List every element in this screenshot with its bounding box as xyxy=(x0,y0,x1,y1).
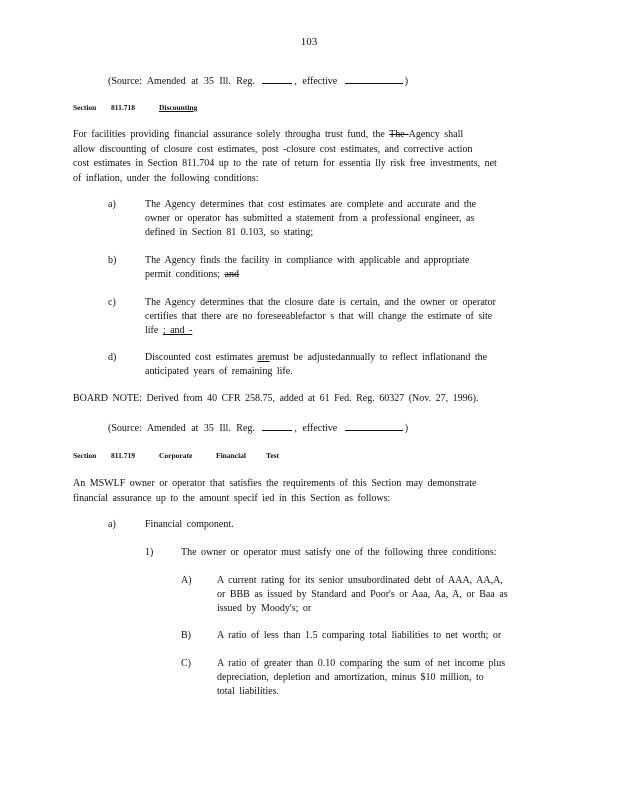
section-label: Section xyxy=(73,103,97,112)
effective-blank xyxy=(345,421,403,431)
page-number: 103 xyxy=(300,36,318,48)
section-title-word: Financial xyxy=(216,451,247,460)
subsection-title: Financial component. xyxy=(145,519,234,530)
inserted-text: ; and - xyxy=(162,325,193,337)
list-item: The Agency determines that the closure date is certain, and the owner or operator certifies that there are no foreseeablefactor s that will change the estimate of site life ; and - xyxy=(145,297,496,337)
source-note xyxy=(108,74,408,88)
section-label: Section xyxy=(73,451,97,460)
intro-line: cost estimates in Section 811.704 up to the rate of return for essentia lly risk free investments, net xyxy=(73,158,497,169)
section-title-word: Test xyxy=(266,451,280,460)
source-effective: effective xyxy=(302,76,338,87)
list-item: The Agency determines that cost estimates are complete and accurate and the owner or operator has submitted a statement from a professional engineer, as defined in Section 81 0.103, so stating; xyxy=(145,199,477,239)
list-item: The owner or operator must satisfy one of the following three conditions: xyxy=(181,547,497,558)
list-item: A ratio of greater than 0.10 comparing the sum of net income plus depreciation, depletion and amortization, minus $10 million, to total liabilities. xyxy=(217,658,506,698)
inserted-text: are xyxy=(257,352,270,363)
source-close: ) xyxy=(404,423,409,434)
section-heading xyxy=(73,103,273,113)
intro-line: of inflation, under the following conditions: xyxy=(73,172,259,184)
struck-text: The xyxy=(389,129,409,140)
section-heading xyxy=(73,451,313,461)
item-label: 1) xyxy=(145,547,154,558)
list-item: A current rating for its senior unsubordinated debt of AAA, AA,A, or BBB as issued by Standard and Poor's or Aaa, Aa, A, or Baa as issued by Moody's; or xyxy=(217,575,508,615)
struck-text: and xyxy=(224,269,239,281)
section-intro xyxy=(73,128,543,186)
item-label: b) xyxy=(108,255,117,266)
source-prefix: (Source: Amended at 35 Ill. Reg. xyxy=(108,76,255,87)
item-label: B) xyxy=(181,630,191,641)
source-comma: , xyxy=(294,423,297,434)
item-label: A) xyxy=(181,575,192,586)
section-title: Discounting xyxy=(159,103,198,112)
item-label: d) xyxy=(108,352,117,363)
source-close: ) xyxy=(404,76,409,87)
list-item: The Agency finds the facility in compliance with applicable and appropriate permit conditions; and xyxy=(145,255,470,281)
source-comma: , xyxy=(294,76,297,87)
source-note xyxy=(108,421,408,435)
section-title-word: Corporate xyxy=(159,451,193,460)
register-blank xyxy=(262,421,292,431)
intro-line: allow discounting of closure cost estimates, post -closure cost estimates, and corrective action xyxy=(73,143,473,155)
item-label: a) xyxy=(108,519,116,530)
source-effective: effective xyxy=(302,423,338,434)
effective-blank xyxy=(345,74,403,84)
register-blank xyxy=(262,74,292,84)
source-prefix: (Source: Amended at 35 Ill. Reg. xyxy=(108,423,255,434)
section-number: 811.718 xyxy=(111,103,135,112)
item-label: C) xyxy=(181,658,191,669)
list-item: Discounted cost estimates aremust be adjustedannually to reflect inflationand the anticipated years of remaining life. xyxy=(145,352,488,378)
item-label: c) xyxy=(108,297,116,308)
section-number: 811.719 xyxy=(111,451,135,460)
list-item: A ratio of less than 1.5 comparing total liabilities to net worth; or xyxy=(217,630,502,641)
item-label: a) xyxy=(108,199,116,210)
board-note: BOARD NOTE: Derived from 40 CFR 258.75, added at 61 Fed. Reg. 60327 (Nov. 27, 1996). xyxy=(73,393,479,404)
section-intro: An MSWLF owner or operator that satisfies the requirements of this Section may demonstrate financial assurance up to the amount specif ied in this Section as follows: xyxy=(73,478,477,504)
intro-line: For facilities providing financial assurance solely througha trust fund, the The Agency shall xyxy=(73,129,464,140)
